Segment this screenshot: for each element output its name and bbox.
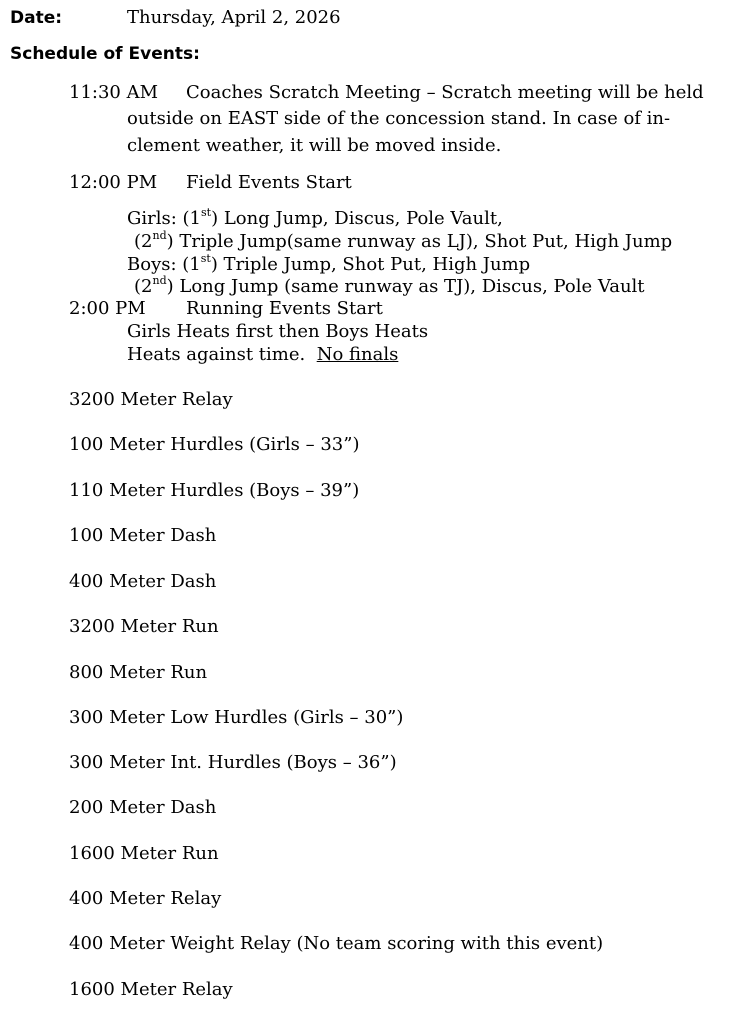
time-1200: 12:00 PM — [69, 172, 158, 193]
time-1130: 11:30 AM — [69, 82, 159, 103]
field-events-title: Field Events Start — [186, 172, 352, 193]
scratch-meeting-line2: outside on EAST side of the concession stand. In case of in- — [127, 108, 671, 129]
schedule-heading: Schedule of Events: — [10, 44, 200, 64]
event-item: 300 Meter Int. Hurdles (Boys – 36”) — [69, 752, 397, 773]
event-item: 400 Meter Weight Relay (No team scoring with this event) — [69, 933, 604, 954]
event-item: 800 Meter Run — [69, 662, 208, 683]
event-item: 1600 Meter Run — [69, 843, 219, 864]
girls-field-line2: (2nd) Triple Jump(same runway as LJ), Shot Put, High Jump — [134, 229, 673, 252]
no-finals-text: No finals — [316, 344, 399, 365]
event-item: 100 Meter Dash — [69, 525, 217, 546]
event-item: 400 Meter Dash — [69, 571, 217, 592]
event-item: 100 Meter Hurdles (Girls – 33”) — [69, 434, 360, 455]
date-label: Date: — [10, 8, 63, 28]
event-item: 3200 Meter Relay — [69, 389, 233, 410]
boys-field-line2: (2nd) Long Jump (same runway as TJ), Discus, Pole Vault — [134, 274, 645, 297]
running-events-title: Running Events Start — [186, 298, 383, 319]
event-item: 300 Meter Low Hurdles (Girls – 30”) — [69, 707, 404, 728]
girls-field-line1: Girls: (1st) Long Jump, Discus, Pole Vault, — [127, 206, 503, 229]
event-item: 200 Meter Dash — [69, 797, 217, 818]
running-heats-line: Girls Heats first then Boys Heats — [127, 321, 429, 342]
scratch-meeting-line3: clement weather, it will be moved inside. — [127, 135, 502, 156]
event-item: 400 Meter Relay — [69, 888, 222, 909]
event-item: 110 Meter Hurdles (Boys – 39”) — [69, 480, 360, 501]
event-item: 1600 Meter Relay — [69, 979, 233, 1000]
event-item: 3200 Meter Run — [69, 616, 219, 637]
heats-against-time-line: Heats against time. No finals — [127, 344, 399, 365]
boys-field-line1: Boys: (1st) Triple Jump, Shot Put, High Jump — [127, 252, 531, 275]
time-200: 2:00 PM — [69, 298, 146, 319]
scratch-meeting-title: Coaches Scratch Meeting – Scratch meeting will be held — [186, 82, 704, 103]
date-value: Thursday, April 2, 2026 — [127, 7, 341, 28]
